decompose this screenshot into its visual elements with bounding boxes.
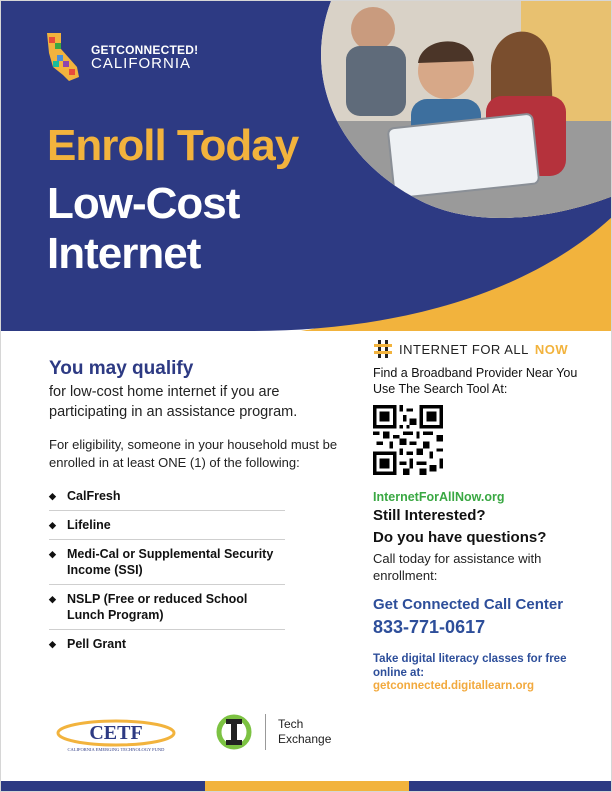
tech-line2: Exchange <box>278 732 332 746</box>
tech-exchange-text <box>278 717 331 747</box>
questions-heading: Do you have questions? <box>373 529 547 546</box>
headline-low-cost-internet <box>47 179 239 279</box>
internet-for-all-brand <box>373 339 593 359</box>
phone-number[interactable]: 833-771-0617 <box>373 617 486 637</box>
qualify-subtitle: for low-cost home internet if you are participating in an assistance program. <box>49 384 298 420</box>
qualify-title: You may qualify <box>49 358 194 379</box>
headline-internet: Internet <box>47 229 201 278</box>
digitallearn-link[interactable]: getconnected.digitallearn.org <box>373 680 535 692</box>
literacy-text: Take digital literacy classes for free online at: <box>373 653 567 679</box>
eligibility-text: For eligibility, someone in your household must be enrolled in at least ONE (1) of the following: <box>49 437 338 470</box>
headline-low-cost: Low-Cost <box>47 179 240 228</box>
cetf-logo[interactable] <box>56 713 186 753</box>
brand-now: NOW <box>534 341 569 357</box>
cetf-tagline: CALIFORNIA EMERGING TECHNOLOGY FUND <box>67 747 165 752</box>
program-item: ◆ CalFresh <box>49 482 285 511</box>
call-today-text: Call today for assistance with enrollment: <box>373 551 542 583</box>
still-interested: Still Interested? <box>373 507 486 524</box>
getconnected-logo[interactable] <box>41 31 198 83</box>
call-center-title: Get Connected Call Center <box>373 596 564 613</box>
tech-exchange-logo[interactable] <box>215 713 331 751</box>
bottom-color-bar <box>1 781 612 791</box>
headline-enroll: Enroll Today <box>47 121 299 170</box>
california-map-icon <box>41 31 85 83</box>
qr-code-icon[interactable] <box>373 405 443 475</box>
program-item: ◆ NSLP (Free or reduced School Lunch Program) <box>49 585 285 630</box>
program-item: ◆ Pell Grant <box>49 630 285 658</box>
tech-exchange-icon <box>215 713 253 751</box>
eligibility-section <box>49 358 349 658</box>
hashtag-icon <box>373 339 393 359</box>
tech-line1: Tech <box>278 717 304 731</box>
program-list <box>49 482 285 658</box>
contact-section <box>373 339 593 692</box>
logo-text <box>91 43 198 71</box>
find-provider-text: Find a Broadband Provider Near You Use The Search Tool At: <box>373 366 578 396</box>
program-item: ◆ Lifeline <box>49 511 285 540</box>
cetf-wordmark: CETF <box>89 722 143 744</box>
logo-line1: GETCONNECTED! <box>91 43 199 57</box>
logo-divider <box>265 714 266 750</box>
brand-main: INTERNET FOR ALL <box>399 341 529 357</box>
program-item: ◆ Medi-Cal or Supplemental Security Income (SSI) <box>49 540 285 585</box>
internet-for-all-link[interactable]: InternetForAllNow.org <box>373 490 505 504</box>
logo-line2: CALIFORNIA <box>91 55 192 72</box>
